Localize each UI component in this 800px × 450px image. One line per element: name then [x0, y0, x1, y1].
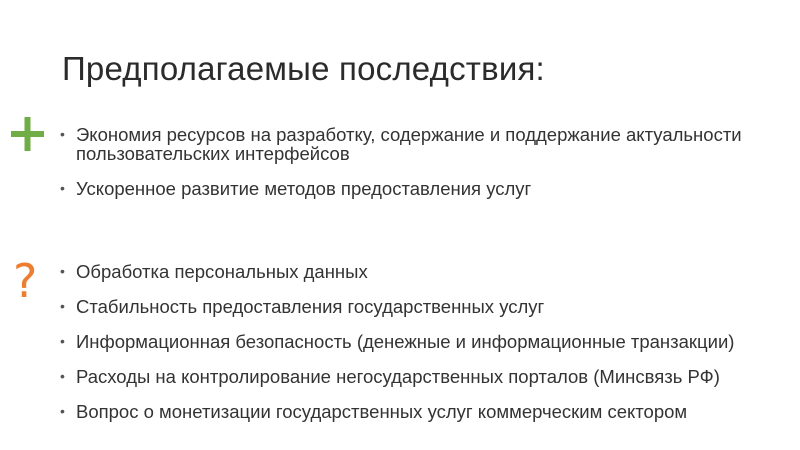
slide-title: Предполагаемые последствия:	[62, 50, 545, 87]
list-item	[0, 179, 800, 198]
bullet: •	[60, 368, 65, 384]
bullet: •	[60, 126, 65, 142]
bullet: •	[60, 263, 65, 279]
list-item-text: Стабильность предоставления государственных услуг	[76, 296, 545, 317]
list-item	[0, 125, 800, 163]
list-item-text: Вопрос о монетизации государственных услуг коммерческим сектором	[76, 401, 688, 422]
list-item	[0, 297, 800, 316]
list-item-text: Обработка персональных данных	[76, 261, 368, 282]
bullet: •	[60, 333, 65, 349]
list-item-text: Экономия ресурсов на разработку, содержание и поддержание актуальности пользовательских интерфейсов	[76, 124, 742, 164]
list-item-text: Расходы на контролирование негосударственных порталов (Минсвязь РФ)	[76, 366, 720, 387]
questions-list	[0, 262, 800, 437]
list-item	[0, 332, 800, 351]
list-item-text: Ускоренное развитие методов предоставления услуг	[76, 178, 532, 199]
list-item	[0, 367, 800, 386]
benefits-list	[0, 125, 800, 214]
list-item	[0, 402, 800, 421]
question-mark-icon: ?	[13, 254, 38, 308]
list-item	[0, 262, 800, 281]
bullet: •	[60, 403, 65, 419]
bullet: •	[60, 298, 65, 314]
list-item-text: Информационная безопасность (денежные и информационные транзакции)	[76, 331, 735, 352]
bullet: •	[60, 180, 65, 196]
